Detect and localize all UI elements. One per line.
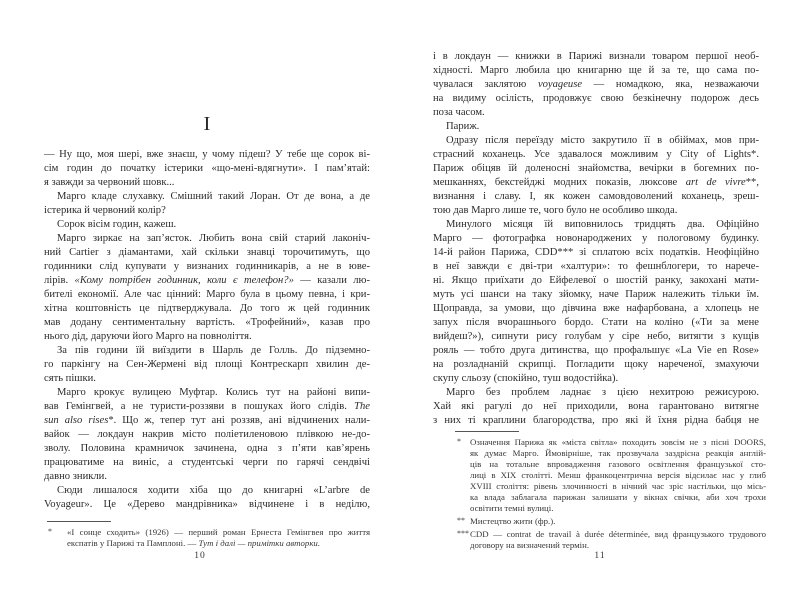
text-line: тою дав Марго лише те, чого було не особливо шкода. xyxy=(433,205,678,216)
text-line: визнання і славу. І, як кожен самовдоволений коханець, зреш- xyxy=(433,191,759,202)
text-line: Щоправда, за умови, що дівчина вже нафарбована, а хлопець не xyxy=(433,303,759,314)
footnote-marker: ** xyxy=(457,516,465,525)
text-line: ців на тотальне впровадження газового освітлення французької сто- xyxy=(470,459,766,469)
text-line: як думає Марго. Ймовірніше, так прозвучала заздрісна реакція англій- xyxy=(470,448,766,458)
text-line: сять пішки. xyxy=(44,373,96,384)
text-line: Одразу після переїзду місто закрутило її в обіймах, мов при- xyxy=(446,135,759,146)
text-line: на видиму осілість, продовжує свою безкінечну подорож десь xyxy=(433,93,759,104)
text-line: скупу сльозу (спокійно, туш водостійка). xyxy=(433,373,619,384)
footnote-rule xyxy=(455,431,519,432)
text-line: нього дід, даруючи його Марго на повноліття. xyxy=(44,331,252,342)
text-line: вав Гемінгвей, а не туристи-роззяви в пошуках його слідів. The xyxy=(44,401,370,412)
text-line: давно зникли. xyxy=(44,471,107,482)
text-line: CDD — contrat de travail à durée déterminée, вид французького трудового xyxy=(470,529,766,539)
text-line: Париж обіцяв їй доленосні знайомства, вечірки в богемних по- xyxy=(433,163,759,174)
text-line: ний Cartier з діамантами, хай скільки знавці торочитимуть, що xyxy=(44,247,370,258)
footnote-marker: *** xyxy=(457,529,469,538)
text-line: Сорок вісім годин, кажеш. xyxy=(57,219,177,230)
text-line: sun also rises*. Що ж, тепер тут ані роззяв, ані відчинених нали- xyxy=(44,415,370,426)
text-line: Марго крокує вулицею Муфтар. Колись тут на районі випи- xyxy=(57,387,370,398)
text-line: чувалася заклятою voyageuse — номадкою, яка, незважаючи xyxy=(433,79,759,90)
text-line: ні. Якщо приїхати до Ейфелевої о шостій ранку, закохані мати- xyxy=(433,275,759,286)
text-line: Сюди лишалося ходити хіба що до книгарні «L’arbre de xyxy=(57,485,370,496)
text-line: в неї завжди є дві-три «халтури»: то фешнблогери, то нарече- xyxy=(433,261,759,272)
right-page-body xyxy=(433,50,759,428)
text-line: XVIII століття: рівень злочинності в нічний час зріс настільки, що місь- xyxy=(470,481,766,491)
text-line: я завжди за червоний шовк... xyxy=(44,177,175,188)
text-line: зволу. Половина крамничок зачинена, одна з п’яти кав’ярень xyxy=(44,443,370,454)
text-line: хітна коштовність це підтверджувала. До того ж цей годинник xyxy=(44,303,370,314)
footnote-rule xyxy=(47,521,111,522)
text-line: і в локдаун — книжки в Парижі визнали товаром першої необ- xyxy=(433,51,759,62)
text-line: на розладнаній скрипці. Погладити щоку нареченої, змахуючи xyxy=(433,359,759,370)
text-line: мешканнях, бекстейджі модних показів, люксове art de vivre**, xyxy=(433,177,759,188)
footnote-marker: * xyxy=(48,527,52,536)
text-line: Мистецтво жити (фр.). xyxy=(470,516,556,526)
text-line: експатів у Парижі та Памплоні. — Тут і далі — примітки авторки. xyxy=(67,538,321,548)
right-page-footnotes xyxy=(433,437,766,551)
text-line: мав додану сентиментальну вартість. «Трофейний», казав про xyxy=(44,317,370,328)
text-line: За пів години їй виїздити в Шарль де Голль. До підземно- xyxy=(57,345,370,356)
left-page-footnotes xyxy=(44,527,370,549)
text-line: Voyageur». Це «Дерево мандрівника» відчинене і в неділю, xyxy=(44,499,370,510)
text-line: Хай які рагулі до неї приходили, вона гарантовано витягне xyxy=(433,401,759,412)
text-line: рояль — тобто друга дитинства, що профальшує «La Vie en Rose» xyxy=(433,345,759,356)
footnote xyxy=(457,437,766,514)
text-line: Марго — фотографка новонароджених у пологовому будинку. xyxy=(433,233,759,244)
text-line: го паркінгу на Сен-Жермені від площі Контрескарп хвилин де- xyxy=(44,359,370,370)
text-line: Марго кладе слухавку. Смішний такий Лоран. От де вона, а де xyxy=(57,191,370,202)
text-line: Париж. xyxy=(446,121,480,132)
text-line: освітити темні вулиці. xyxy=(470,503,554,513)
footnote xyxy=(457,516,766,527)
text-line: — Ну що, моя шері, вже знаєш, у чому підеш? У тебе ще сорок ві- xyxy=(44,149,370,160)
text-line: бителі економії. Але час цінний: Марго була в цьому певна, і кри- xyxy=(44,289,370,300)
text-line: поза часом. xyxy=(433,107,485,118)
page-number-right: 11 xyxy=(594,551,606,561)
text-line: «І сонце сходить» (1926) — перший роман Ернеста Гемінгвея про життя xyxy=(67,527,370,537)
left-page xyxy=(44,112,370,549)
text-line: страсний коханець. Усе здавалося можливим у City of Lights*. xyxy=(433,149,759,160)
text-line: Марго без проблем ладнає з цією нехитрою режисурою. xyxy=(446,387,759,398)
footnote xyxy=(48,527,370,549)
text-line: вайок — локдаун накрив місто поліетиленовою плівкою не-до- xyxy=(44,429,370,440)
text-line: запух після вчорашнього бордо. Стати на коліно («Ти за мене xyxy=(433,317,759,328)
text-line: лиці в XIX столітті. Менш франкоцентрична версія відсилає нас у глиб xyxy=(470,470,766,480)
page-number-left: 10 xyxy=(194,551,206,561)
text-line: ка влада заблагала парижан залишати у вікнах свічки, аби хоч трохи xyxy=(470,492,766,502)
text-line: з них ті краплини благородства, про які й їхня рідна бабця не xyxy=(433,415,759,426)
text-line: хідності. Марго любила цю книгарню ще й за те, що сама по- xyxy=(433,65,759,76)
text-line: Марго зиркає на зап’ясток. Любить вона свій старий лаконіч- xyxy=(57,233,370,244)
text-line: договору на визначений термін. xyxy=(470,540,590,550)
text-line: вийдеш?»), сипнути рису голубам у сіре небо, витягти з кущів xyxy=(433,331,759,342)
footnote-marker: * xyxy=(457,437,461,446)
chapter-heading: I xyxy=(203,113,211,135)
right-page xyxy=(433,50,766,551)
left-page-body xyxy=(44,148,370,512)
text-line: Означення Парижа як «міста світла» походить зовсім не з пісні DOORS, xyxy=(470,437,766,447)
footnote xyxy=(457,529,766,551)
text-line: муть усі шанси на таку зйомку, наче Париж належить тільки їм. xyxy=(433,289,759,300)
text-line: годинники слід купувати у визнаних годинникарів, а не в юве- xyxy=(44,261,370,272)
text-line: істерика й червоний колір? xyxy=(44,205,166,216)
text-line: лірів. «Кому потрібен годинник, коли є телефон?» — казали лю- xyxy=(44,275,370,286)
text-line: працюватиме на виніс, а студентські черги по гарячі сендвічі xyxy=(44,457,370,468)
text-line: Минулого місяця їй виповнилось тридцять два. Офіційно xyxy=(446,219,759,230)
text-line: 14-й район Парижа, CDD*** зі сплатою всіх податків. Неофіційно xyxy=(433,247,759,258)
text-line: сім годин до початку істерики «що-мені-вдягнути». І пам’ятай: xyxy=(44,163,370,174)
